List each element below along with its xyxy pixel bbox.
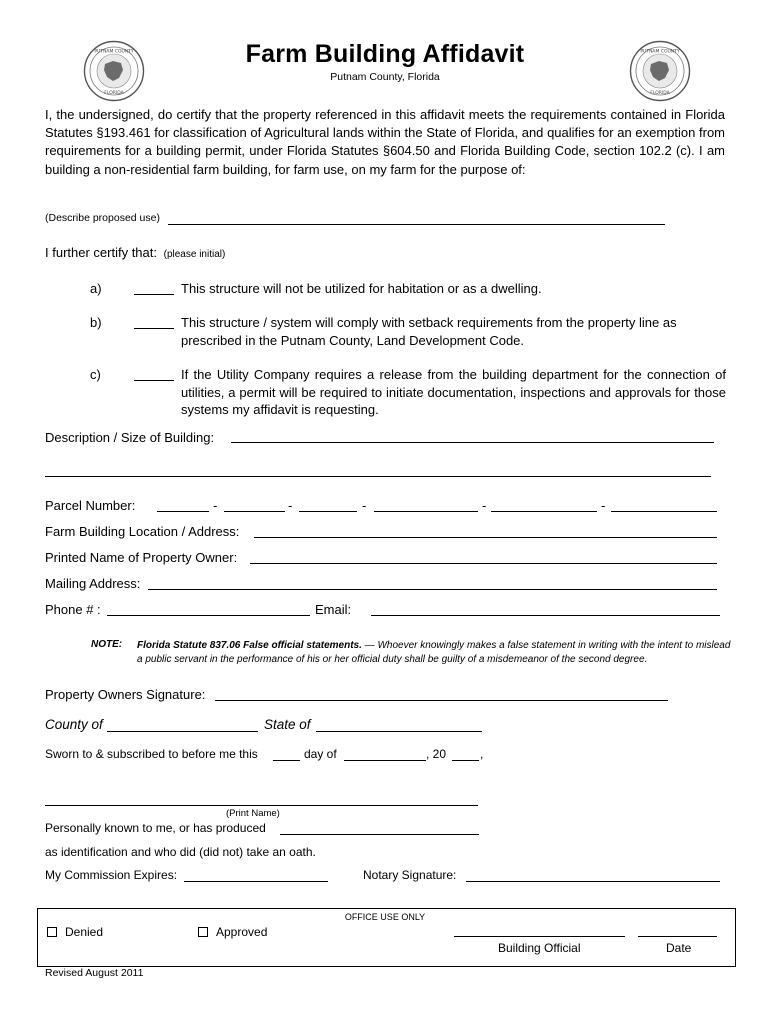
- parcel-dash: -: [213, 498, 218, 513]
- sworn-day-field[interactable]: [273, 760, 300, 761]
- notary-label: Notary Signature:: [363, 868, 457, 882]
- item-a-text: This structure will not be utilized for habitation or as a dwelling.: [181, 281, 542, 296]
- item-c-initial[interactable]: [134, 380, 174, 381]
- county-label: County of: [45, 717, 103, 732]
- description-field-line2[interactable]: [45, 476, 711, 477]
- mailing-field[interactable]: [148, 589, 717, 590]
- describe-use-field[interactable]: [168, 224, 665, 225]
- page-title: Farm Building Affidavit: [245, 40, 525, 68]
- mailing-label: Mailing Address:: [45, 576, 141, 591]
- note-statute: Florida Statute 837.06 False official statements.: [137, 640, 362, 651]
- owner-name-field[interactable]: [250, 563, 717, 564]
- svg-text:FLORIDA: FLORIDA: [650, 91, 670, 96]
- owner-signature-field[interactable]: [215, 700, 668, 701]
- denied-label: Denied: [65, 925, 104, 939]
- known-label: Personally known to me, or has produced: [45, 821, 266, 835]
- sworn-text-1: Sworn to & subscribed to before me this: [45, 747, 258, 761]
- phone-field[interactable]: [107, 615, 310, 616]
- parcel-field-4[interactable]: [374, 511, 478, 512]
- approved-label: Approved: [216, 925, 268, 939]
- print-name-field[interactable]: [45, 805, 478, 806]
- svg-text:PUTNAM COUNTY: PUTNAM COUNTY: [94, 49, 134, 55]
- item-b-text: This structure / system will comply with setback requirements from the property line as prescribed in the Putnam County, Land Development Code.: [181, 315, 677, 348]
- item-a-letter: a): [90, 281, 102, 296]
- county-field[interactable]: [107, 731, 258, 732]
- svg-text:PUTNAM COUNTY: PUTNAM COUNTY: [640, 49, 680, 55]
- date-field[interactable]: [638, 936, 717, 937]
- location-field[interactable]: [254, 537, 717, 538]
- state-label: State of: [264, 717, 311, 732]
- parcel-field-3[interactable]: [299, 511, 357, 512]
- location-label: Farm Building Location / Address:: [45, 524, 240, 539]
- page-subtitle: Putnam County, Florida: [330, 71, 440, 83]
- certify-hint: (please initial): [163, 249, 226, 260]
- identification-text: as identification and who did (did not) take an oath.: [45, 845, 316, 859]
- phone-label: Phone # :: [45, 602, 101, 617]
- item-a-initial[interactable]: [134, 294, 174, 295]
- note-label: NOTE:: [91, 639, 123, 650]
- parcel-dash: -: [601, 498, 606, 513]
- notary-field[interactable]: [466, 881, 720, 882]
- note-text: [137, 639, 737, 667]
- item-c-letter: c): [90, 367, 101, 382]
- parcel-dash: -: [288, 498, 293, 513]
- description-label: Description / Size of Building:: [45, 430, 215, 445]
- denied-checkbox[interactable]: [47, 927, 57, 937]
- approved-checkbox[interactable]: [198, 927, 208, 937]
- revision-footer: Revised August 2011: [45, 967, 144, 979]
- parcel-field-5[interactable]: [491, 511, 597, 512]
- owner-name-label: Printed Name of Property Owner:: [45, 550, 238, 565]
- sworn-text-4: ,: [480, 747, 484, 761]
- identification-field[interactable]: [280, 834, 479, 835]
- email-field[interactable]: [371, 615, 720, 616]
- approved-option[interactable]: [198, 925, 267, 939]
- note-body: — Whoever knowingly makes a false statement in writing with the intent to mislead a public servant in the performance of his or her official duty shall be guilty of a misdemeanor of the second degree.: [137, 640, 731, 665]
- commission-field[interactable]: [184, 881, 328, 882]
- parcel-field-1[interactable]: [157, 511, 209, 512]
- state-field[interactable]: [316, 731, 482, 732]
- item-b-letter: b): [90, 315, 102, 330]
- sworn-text-2: day of: [304, 747, 337, 761]
- intro-paragraph: I, the undersigned, do certify that the property referenced in this affidavit meets the requirements contained in Florida Statutes §193.461 for classification of Agricultural lands within the State of Florida, and qualifies for an exemption from requirements for a building permit, under Florida Statutes §604.50 and Florida Building Code, section 102.2 (c). I am building a non-residential farm building, for farm use, on my farm for the purpose of:: [45, 107, 725, 177]
- building-official-label: Building Official: [498, 941, 581, 955]
- sworn-month-field[interactable]: [344, 760, 426, 761]
- commission-label: My Commission Expires:: [45, 868, 178, 882]
- print-name-caption: (Print Name): [226, 808, 280, 819]
- sworn-text-3: , 20: [426, 747, 447, 761]
- parcel-dash: -: [362, 498, 367, 513]
- date-label: Date: [666, 941, 692, 955]
- describe-use-label: (Describe proposed use): [45, 212, 160, 224]
- office-use-heading: OFFICE USE ONLY: [344, 912, 426, 922]
- description-field[interactable]: [231, 442, 714, 443]
- building-official-field[interactable]: [454, 936, 625, 937]
- parcel-field-6[interactable]: [611, 511, 717, 512]
- sworn-year-field[interactable]: [452, 760, 479, 761]
- denied-option[interactable]: [47, 925, 103, 939]
- item-c-text: If the Utility Company requires a release from the building department for the connection of utilities, a permit will be required to initiate documentation, inspections and approvals for those systems my affidavit is requesting.: [181, 367, 726, 417]
- parcel-field-2[interactable]: [224, 511, 285, 512]
- owner-signature-label: Property Owners Signature:: [45, 687, 206, 702]
- email-label: Email:: [315, 602, 352, 617]
- item-b-initial[interactable]: [134, 328, 174, 329]
- parcel-label: Parcel Number:: [45, 498, 136, 513]
- certify-label: I further certify that:: [45, 245, 157, 260]
- certify-heading: [45, 245, 225, 260]
- parcel-dash: -: [482, 498, 487, 513]
- svg-text:FLORIDA: FLORIDA: [104, 91, 124, 96]
